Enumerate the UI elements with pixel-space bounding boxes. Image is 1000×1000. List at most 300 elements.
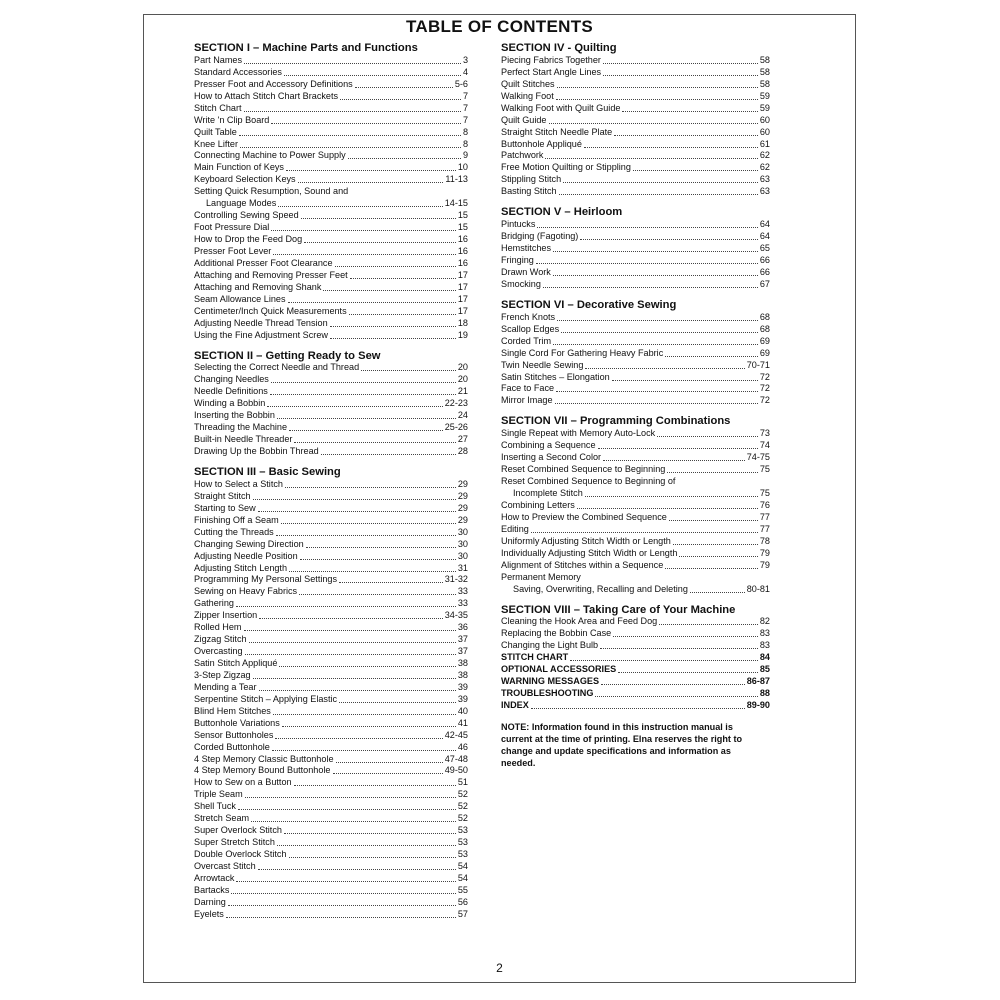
dot-leader [553,251,758,252]
toc-entry [194,873,468,885]
dot-leader [275,738,442,739]
dot-leader [289,430,443,431]
toc-entry-page: 24 [457,410,468,421]
toc-entry-label: Setting Quick Resumption, Sound and [194,186,349,197]
toc-entry-page: 30 [457,538,468,549]
toc-entry [194,55,468,67]
toc-entry-page: 27 [457,434,468,445]
toc-entry [501,115,770,127]
toc-entry-page: 20 [457,362,468,373]
dot-leader [231,893,455,894]
toc-entry [194,598,468,610]
toc-entry-label: Overcasting [194,646,243,657]
toc-entry-label: Straight Stitch Needle Plate [501,126,613,137]
toc-entry-label: Overcast Stitch [194,860,256,871]
toc-entry-page: 64 [759,219,770,230]
section-title: SECTION VII – Programming Combinations [501,415,731,428]
toc-entry-label: Editing [501,523,529,534]
toc-entry [194,374,468,386]
dot-leader [273,254,456,255]
toc-entry-label: Adjusting Needle Position [194,550,298,561]
toc-entry-label: Double Overlock Stitch [194,849,287,860]
toc-entry [501,336,770,348]
toc-entry [501,243,770,255]
toc-entry [501,67,770,79]
dot-leader [245,654,456,655]
toc-entry-label: Centimeter/Inch Quick Measurements [194,305,347,316]
toc-entry [501,384,770,396]
toc-entry-page: 63 [759,174,770,185]
toc-entry [194,479,468,491]
toc-section [194,465,468,921]
toc-entry-label: Bartacks [194,884,230,895]
toc-entry-label: Triple Seam [194,789,243,800]
toc-entry-label: Darning [194,896,226,907]
dot-leader [613,636,758,637]
toc-entry [501,536,770,548]
toc-entry-page: 40 [457,705,468,716]
toc-entry-page: 17 [457,281,468,292]
toc-entry-page: 4 [462,66,468,77]
dot-leader [258,511,456,512]
toc-entry [194,789,468,801]
toc-entry-page: 46 [457,741,468,752]
toc-entry-page: 15 [457,210,468,221]
toc-entry-page: 14-15 [444,198,468,209]
toc-entry [194,330,468,342]
toc-entry-page: 69 [759,335,770,346]
toc-entry-page: 76 [759,499,770,510]
toc-entry [501,127,770,139]
dot-leader [251,821,456,822]
toc-entry-page: 74-75 [746,452,770,463]
toc-entry-label: Additional Presser Foot Clearance [194,257,333,268]
toc-entry-page: 58 [759,66,770,77]
toc-entry-label: Presser Foot and Accessory Definitions [194,78,353,89]
toc-entry-page: 55 [457,884,468,895]
toc-entry [501,700,770,712]
dot-leader [355,87,453,88]
dot-leader [585,368,744,369]
dot-leader [282,726,456,727]
toc-entry-page: 66 [759,255,770,266]
toc-entry [194,174,468,186]
toc-entry [194,79,468,91]
toc-entry-label: Rolled Hem [194,622,242,633]
dot-leader [236,881,455,882]
toc-entry [501,348,770,360]
toc-section [501,205,770,291]
toc-entry [194,282,468,294]
dot-leader [226,917,456,918]
dot-leader [228,905,456,906]
toc-entry-page: 86-87 [746,676,770,687]
toc-entry [194,610,468,622]
toc-entry-label: Piecing Fabrics Together [501,54,601,65]
toc-entry-label: Face to Face [501,383,555,394]
toc-entry-label: Hemstitches [501,243,552,254]
toc-entry-page: 75 [759,464,770,475]
dot-leader [304,242,456,243]
dot-leader [244,111,461,112]
dot-leader [288,302,456,303]
toc-entry-label: Knee Lifter [194,138,238,149]
toc-entry-page: 19 [457,329,468,340]
toc-section [194,349,468,459]
toc-entry-page: 7 [462,102,468,113]
toc-entry [501,428,770,440]
toc-entry [194,801,468,813]
dot-leader [284,833,456,834]
toc-entry [501,186,770,198]
section-title: SECTION VIII – Taking Care of Your Machine [501,603,736,616]
toc-entry-label: Starting to Sew [194,502,256,513]
toc-entry [501,360,770,372]
toc-entry-page: 17 [457,269,468,280]
toc-entry [194,575,468,587]
toc-entry-label: Single Cord For Gathering Heavy Fabric [501,347,664,358]
toc-entry [194,861,468,873]
toc-entry-label: OPTIONAL ACCESSORIES [501,664,617,675]
toc-entry-page: 5-6 [454,78,468,89]
toc-entry [501,464,770,476]
dot-leader [633,170,758,171]
dot-leader [549,123,758,124]
toc-entry [194,503,468,515]
toc-entry-label: Write 'n Clip Board [194,114,270,125]
toc-entry-page: 16 [457,257,468,268]
toc-entry [194,694,468,706]
toc-entry-label-cont: Language Modes [206,198,277,209]
toc-entry [194,849,468,861]
dot-leader [665,568,758,569]
dot-leader [570,660,758,661]
dot-leader [239,135,461,136]
toc-entry-page: 59 [759,102,770,113]
toc-entry [501,103,770,115]
toc-entry [194,222,468,234]
toc-entry-page: 53 [457,825,468,836]
toc-entry-label: How to Drop the Feed Dog [194,234,303,245]
toc-entry [194,670,468,682]
toc-entry-label-cont: Incomplete Stitch [513,488,583,499]
toc-entry-page: 37 [457,634,468,645]
toc-column-right [501,41,770,770]
dot-leader [299,594,456,595]
toc-entry-page: 83 [759,640,770,651]
toc-entry-label-cont: Saving, Overwriting, Recalling and Deleting [513,583,688,594]
toc-entry-page: 30 [457,550,468,561]
toc-entry-page: 25-26 [444,422,468,433]
toc-entry [194,897,468,909]
section-title: SECTION I – Machine Parts and Functions [194,42,418,54]
toc-entry-page: 62 [759,150,770,161]
toc-entry-label: Stippling Stitch [501,174,562,185]
toc-entry-label: Adjusting Stitch Length [194,562,288,573]
dot-leader [348,158,461,159]
toc-entry-label: Serpentine Stitch – Applying Elastic [194,693,338,704]
toc-entry-page: 28 [457,446,468,457]
toc-section [501,41,770,198]
toc-entry-label: Foot Pressure Dial [194,222,270,233]
toc-entry-label: 4 Step Memory Bound Buttonhole [194,765,331,776]
dot-leader [249,642,456,643]
toc-entry-label: Fringing [501,255,534,266]
toc-entry-label: Twin Needle Sewing [501,359,584,370]
toc-entry-page: 79 [759,559,770,570]
toc-entry-label: STITCH CHART [501,652,569,663]
page-number: 2 [496,961,503,975]
toc-entry [194,246,468,258]
dot-leader [612,380,758,381]
toc-entry-label: Quilt Guide [501,114,547,125]
toc-entry [194,825,468,837]
dot-leader [276,535,456,536]
toc-entry-page: 68 [759,323,770,334]
toc-entry-label: Combining a Sequence [501,440,596,451]
toc-entry-label: Reset Combined Sequence to Beginning of [501,476,676,487]
toc-entry-label: Using the Fine Adjustment Screw [194,329,328,340]
toc-entry-label: Smocking [501,278,541,289]
toc-entry-label: Pintucks [501,219,536,230]
toc-entry [194,563,468,575]
toc-entry-label: Built-in Needle Threader [194,434,293,445]
toc-entry-page: 77 [759,511,770,522]
toc-entry-page: 61 [759,138,770,149]
toc-column-left [194,41,468,928]
toc-entry-label: Cleaning the Hook Area and Feed Dog [501,616,658,627]
toc-entry [194,210,468,222]
dot-leader [284,75,461,76]
toc-entry [501,512,770,524]
toc-entry-page: 29 [457,514,468,525]
toc-entry [194,398,468,410]
dot-leader [306,547,456,548]
toc-entry [501,55,770,67]
dot-leader [258,869,456,870]
toc-entry-page: 29 [457,478,468,489]
dot-leader [537,227,758,228]
dot-leader [271,123,461,124]
dot-leader [577,508,758,509]
toc-entry-page: 39 [457,693,468,704]
dot-leader [279,666,455,667]
toc-entry [501,640,770,652]
toc-entry-label: Attaching and Removing Shank [194,281,322,292]
toc-entry [501,548,770,560]
toc-entry-label: Presser Foot Lever [194,245,272,256]
dot-leader [294,442,455,443]
toc-entry-page: 58 [759,54,770,65]
toc-entry-label: Inserting a Second Color [501,452,602,463]
toc-entry [194,258,468,270]
toc-entry-page: 73 [759,428,770,439]
toc-entry [501,488,770,500]
toc-entry-page: 52 [457,801,468,812]
toc-entry [194,91,468,103]
toc-entry-page: 38 [457,669,468,680]
dot-leader [289,857,456,858]
toc-entry-page: 3 [462,54,468,65]
toc-entry [194,777,468,789]
toc-entry-label: Straight Stitch [194,490,251,501]
dot-leader [300,559,456,560]
toc-entry-page: 47-48 [444,753,468,764]
toc-entry-page: 42-45 [444,729,468,740]
dot-leader [253,499,456,500]
toc-entry-label: Changing the Light Bulb [501,640,599,651]
dot-leader [665,356,758,357]
toc-entry-label: Alignment of Stitches within a Sequence [501,559,664,570]
dot-leader [553,344,758,345]
dot-leader [557,320,758,321]
dot-leader [259,618,443,619]
toc-entry-label: Zipper Insertion [194,610,258,621]
dot-leader [555,403,758,404]
toc-entry-page: 64 [759,231,770,242]
toc-entry-page: 51 [457,777,468,788]
toc-entry-page: 60 [759,114,770,125]
toc-entry-page: 58 [759,78,770,89]
toc-entry [194,527,468,539]
dot-leader [584,147,758,148]
dot-leader [245,797,456,798]
dot-leader [659,624,758,625]
toc-entry-page: 21 [457,386,468,397]
toc-entry-page: 60 [759,126,770,137]
toc-entry-label: How to Preview the Combined Sequence [501,511,667,522]
toc-entry-label: Bridging (Fagoting) [501,231,579,242]
toc-entry-label: Adjusting Needle Thread Tension [194,317,328,328]
toc-entry [194,198,468,210]
toc-entry-label: Seam Allowance Lines [194,293,286,304]
toc-entry [194,658,468,670]
toc-entry-page: 72 [759,371,770,382]
toc-entry [501,79,770,91]
toc-entry [194,682,468,694]
toc-entry-page: 62 [759,162,770,173]
page-title: TABLE OF CONTENTS [405,17,594,36]
toc-entry-page: 70-71 [746,359,770,370]
toc-entry-page: 78 [759,535,770,546]
toc-entry-page: 41 [457,717,468,728]
section-title: SECTION IV - Quilting [501,42,617,54]
dot-leader [543,287,758,288]
toc-entry [194,306,468,318]
toc-entry-label: Mending a Tear [194,681,257,692]
toc-entry-label: Permanent Memory [501,571,581,582]
dot-leader [321,454,456,455]
dot-leader [690,592,745,593]
dot-leader [244,630,456,631]
toc-entry-label: How to Sew on a Button [194,777,292,788]
toc-entry-label: Threading the Machine [194,422,288,433]
dot-leader [240,147,461,148]
toc-entry-label: 3-Step Zigzag [194,669,251,680]
toc-entry [501,524,770,536]
toc-entry [194,754,468,766]
toc-entry [501,664,770,676]
toc-entry-label: Controlling Sewing Speed [194,210,299,221]
dot-leader [556,391,758,392]
dot-leader [603,75,758,76]
toc-entry [501,231,770,243]
toc-entry [501,584,770,596]
toc-entry-label: 4 Step Memory Classic Buttonhole [194,753,334,764]
toc-entry-page: 17 [457,305,468,316]
toc-entry [194,706,468,718]
dot-leader [253,678,456,679]
toc-entry-page: 36 [457,622,468,633]
dot-leader [563,182,758,183]
toc-entry-label: Buttonhole Appliqué [501,138,582,149]
toc-entry [194,234,468,246]
toc-entry-label: Combining Letters [501,499,575,510]
toc-entry [501,91,770,103]
dot-leader [259,690,456,691]
toc-entry-page: 56 [457,896,468,907]
dot-leader [614,135,758,136]
toc-entry-label: Needle Definitions [194,386,268,397]
toc-entry [194,766,468,778]
toc-entry-page: 7 [462,114,468,125]
toc-entry-page: 10 [457,162,468,173]
toc-entry-label: Eyelets [194,908,224,919]
dot-leader [622,111,757,112]
toc-entry-page: 31-32 [444,574,468,585]
toc-entry-page: 53 [457,849,468,860]
toc-entry-page: 82 [759,616,770,627]
dot-leader [603,460,745,461]
toc-entry-page: 29 [457,490,468,501]
toc-entry-page: 33 [457,586,468,597]
toc-entry [501,395,770,407]
dot-leader [289,571,456,572]
toc-section [501,603,770,713]
toc-entry [501,255,770,267]
toc-entry [194,539,468,551]
toc-entry-label: Corded Buttonhole [194,741,270,752]
toc-entry-label: Perfect Start Angle Lines [501,66,602,77]
toc-entry-label: Attaching and Removing Presser Feet [194,269,348,280]
toc-entry-page: 33 [457,598,468,609]
toc-entry-label: Drawn Work [501,266,551,277]
dot-leader [273,714,456,715]
dot-leader [349,314,456,315]
toc-entry-label: French Knots [501,311,556,322]
toc-entry-label: Super Overlock Stitch [194,825,282,836]
dot-leader [330,326,456,327]
toc-entry-page: 72 [759,383,770,394]
toc-entry-label: Walking Foot [501,90,554,101]
toc-entry-page: 52 [457,789,468,800]
toc-entry-label: Changing Needles [194,374,269,385]
dot-leader [673,544,758,545]
toc-entry-label: Satin Stitches – Elongation [501,371,610,382]
dot-leader [531,532,758,533]
toc-entry-label: Patchwork [501,150,544,161]
toc-entry [194,730,468,742]
toc-section [194,41,468,342]
dot-leader [278,206,442,207]
toc-entry-label: Winding a Bobbin [194,398,266,409]
toc-entry-label: Shell Tuck [194,801,236,812]
toc-entry [194,718,468,730]
toc-entry [194,446,468,458]
toc-entry [501,676,770,688]
toc-entry-page: 16 [457,234,468,245]
toc-entry [194,103,468,115]
